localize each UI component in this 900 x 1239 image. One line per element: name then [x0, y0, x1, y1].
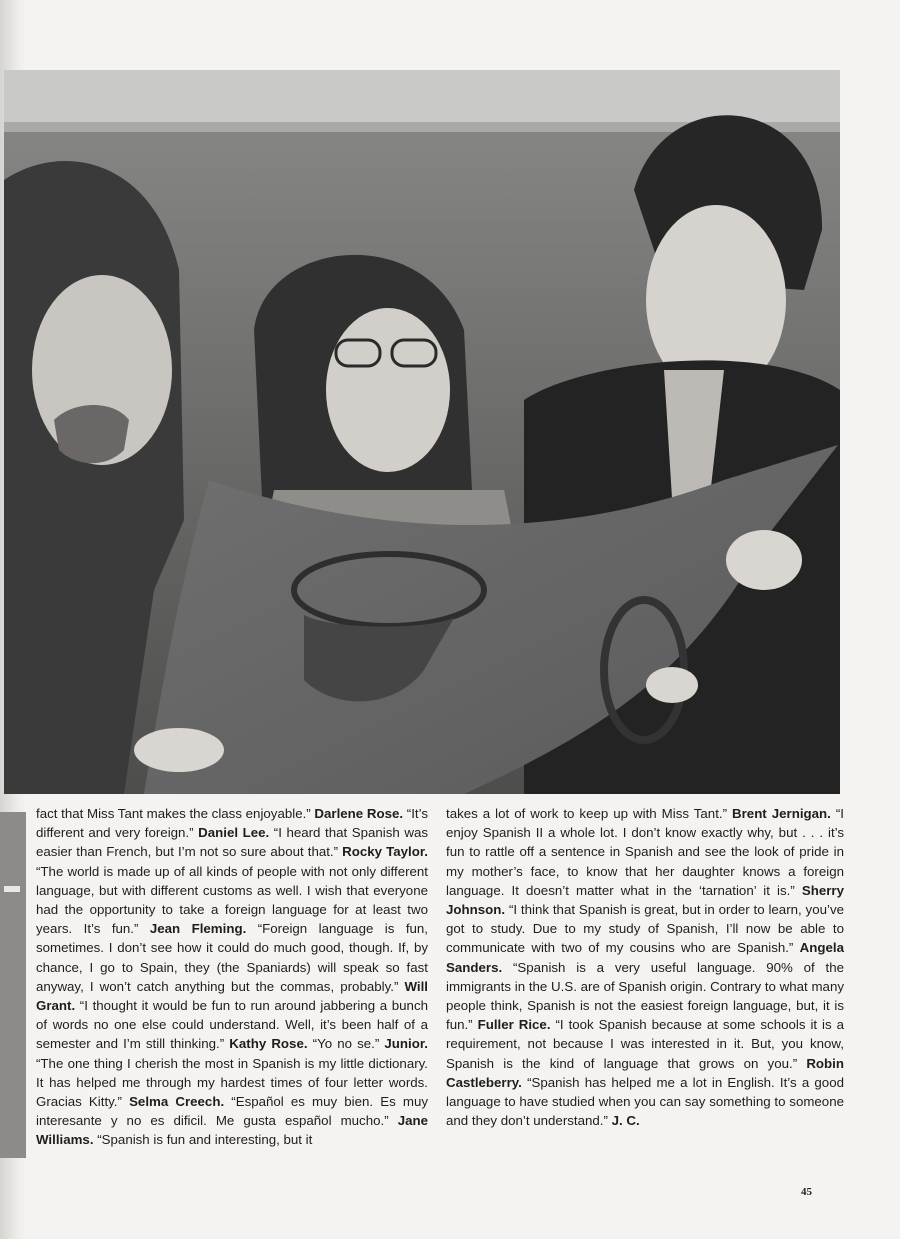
student-name: Fuller Rice.: [477, 1017, 551, 1033]
quote-text: “The world is made up of all kinds of people with not only different language, but with different customs as well. I wish that everyone had the opportunity to take a foreign language for at least two years. It’s fun.”: [36, 863, 428, 937]
quote-text: “I think that Spanish is great, but in order to learn, you’ve got to study. Due to my study of Spanish, I’ll now be able to communicate with two of my cousins who are Spanish.”: [446, 902, 844, 956]
left-margin-strip: [0, 812, 26, 1158]
student-name: Robin Castleberry.: [446, 1055, 844, 1090]
quote-text: “I enjoy Spanish II a whole lot. I don’t know exactly why, but . . . it’s fun to rattle off a sentence in Spanish and see the look of pride in my mother’s face, to know that her daughter knows a foreign language. It doesn’t matter what in the ‘tarnation’ it is.”: [446, 806, 844, 898]
caption-column-right: [446, 804, 844, 1130]
page-number: 45: [801, 1186, 812, 1198]
quote-text: fact that Miss Tant makes the class enjoyable.”: [36, 806, 315, 821]
student-name: Sherry Johnson.: [446, 882, 844, 918]
quote-text: “Español es muy bien. Es muy interesante y no es dificil. Me gusta español mucho.”: [36, 1094, 429, 1129]
margin-mark: [4, 886, 20, 892]
quote-text: “I thought it would be fun to run around jabbering a bunch of words no one else could understand. Well, it’s been half of a semester and I’m still thinking.”: [36, 998, 428, 1052]
student-name: Jean Fleming.: [149, 921, 247, 937]
quote-text: “Spanish is fun and interesting, but it: [93, 1132, 313, 1148]
caption-paragraph-right: [446, 804, 844, 1130]
classroom-photo: [4, 70, 840, 794]
quote-text: “Spanish has helped me a lot in English. It’s a good language to have studied when you can say something to someone and they don’t understand.”: [446, 1074, 844, 1129]
student-name: Kathy Rose.: [229, 1036, 308, 1052]
student-name: Jane Williams.: [36, 1113, 428, 1148]
caption-column-left: [36, 804, 428, 1150]
student-name: Selma Creech.: [129, 1094, 225, 1110]
student-name: Darlene Rose.: [314, 806, 404, 821]
quote-text: “Spanish is a very useful language. 90% of the immigrants in the U.S. are of Spanish origin. Contrary to what many people think, Spanish is not the easiest foreign language, but, it is fun.”: [446, 959, 844, 1033]
quote-text: takes a lot of work to keep up with Miss Tant.”: [446, 806, 733, 821]
quote-text: “I took Spanish because at some schools it is a requirement, not because I was interested in it. But, you know, Spanish is the kind of language that grows on you.”: [446, 1017, 845, 1071]
quote-text: “I heard that Spanish was easier than French, but I’m not so sure about that.”: [36, 825, 428, 860]
student-name: Brent Jernigan.: [732, 806, 831, 821]
student-name: J. C.: [611, 1113, 640, 1129]
student-name: Daniel Lee.: [198, 825, 270, 841]
student-name: Will Grant.: [36, 978, 428, 1014]
quote-text: “It’s different and very foreign.”: [36, 806, 428, 841]
student-name: Junior.: [384, 1036, 428, 1052]
student-name: Angela Sanders.: [446, 940, 844, 975]
quote-text: “The one thing I cherish the most in Spanish is my little dictionary. It has helped me through my hardest times of four letter words. Gracias Kitty.”: [36, 1055, 428, 1110]
student-name: Rocky Taylor.: [342, 844, 429, 860]
quote-text: “Foreign language is fun, sometimes. I don’t see how it could do much good, though. If, by chance, I go to Spain, they (the Spaniards) will speak so fast anyway, I won’t catch anything but the commas, probably.”: [36, 921, 428, 994]
quote-text: “Yo no se.”: [307, 1036, 385, 1052]
photo-illustration: [4, 70, 840, 794]
caption-paragraph-left: [36, 804, 428, 1150]
